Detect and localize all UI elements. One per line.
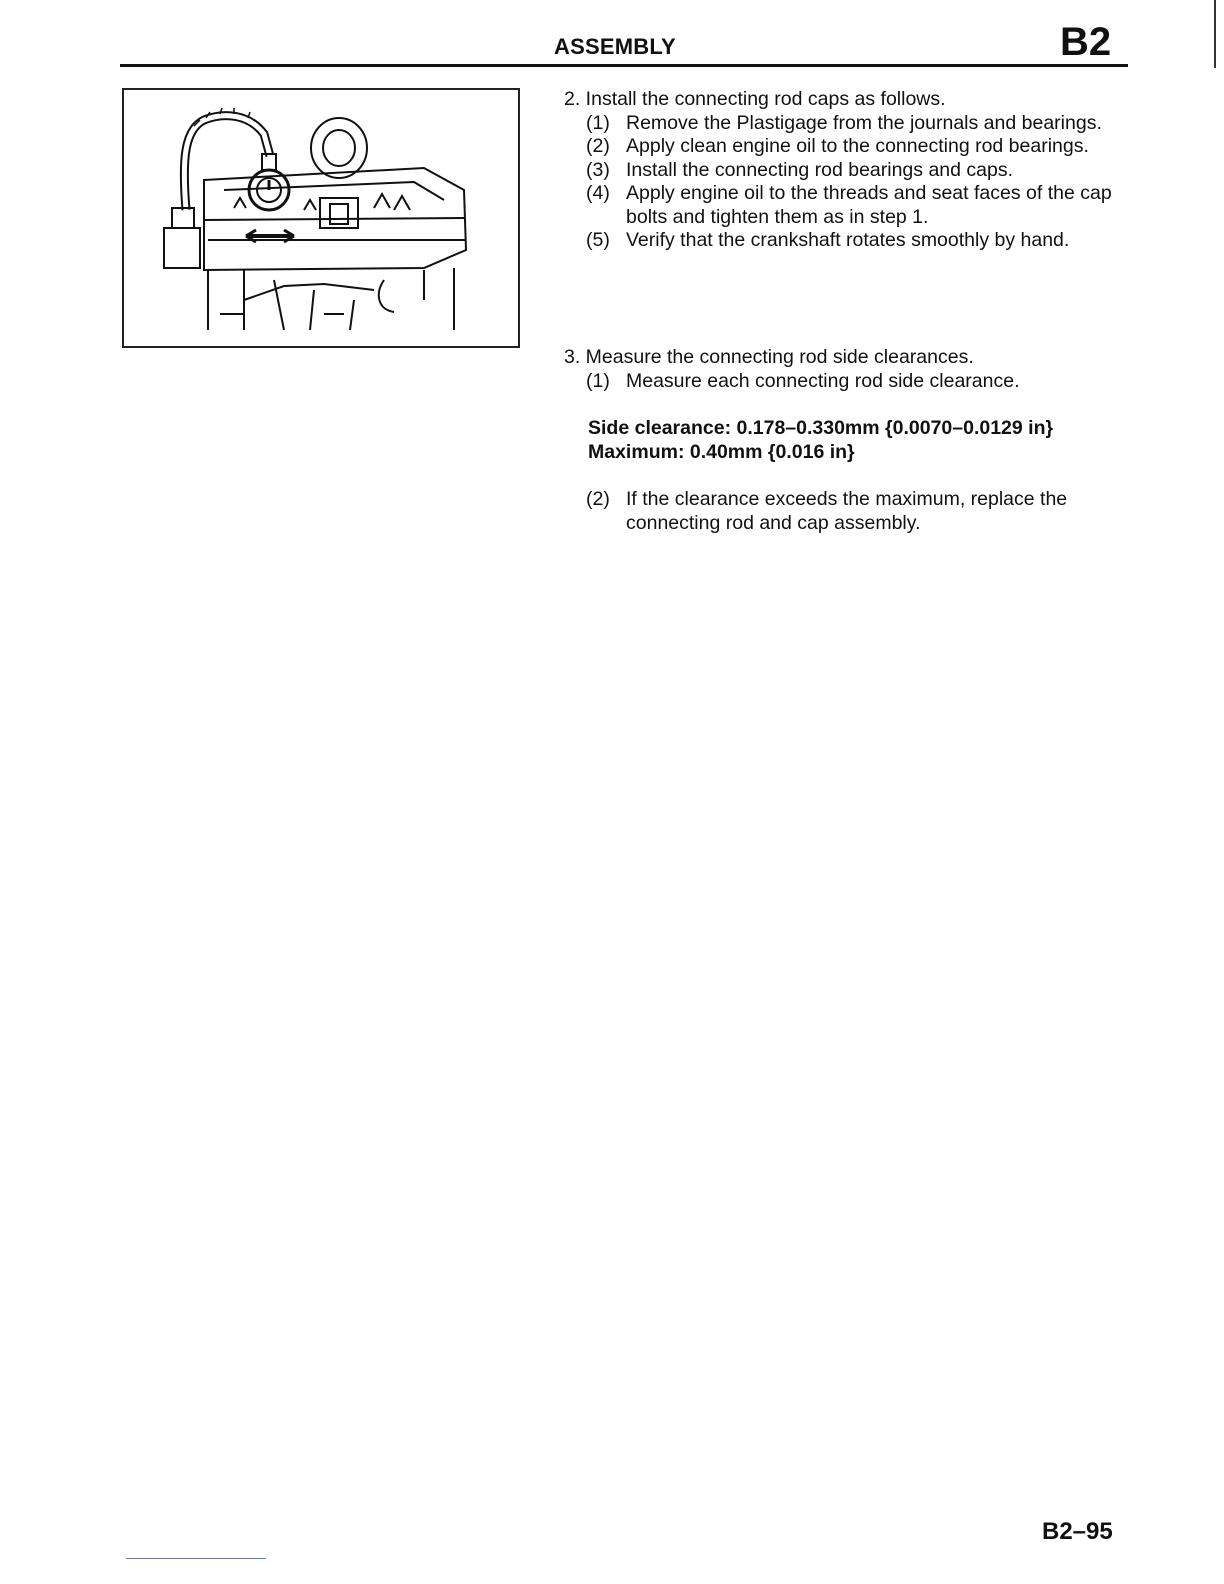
list-item-text: Apply clean engine oil to the connecting rod bearings. [626,135,1089,157]
spec-maximum: Maximum: 0.40mm {0.016 in} [588,440,855,463]
header-rule [120,64,1128,67]
section-title: ASSEMBLY [554,34,676,59]
page-number: B2–95 [1042,1518,1113,1545]
step-3-heading: 3. Measure the connecting rod side clearances. [564,346,974,368]
list-item-text: Measure each connecting rod side clearance. [626,369,1020,392]
list-item-number: (5) [586,229,610,251]
list-item-text: Remove the Plastigage from the journals and bearings. [626,111,1102,134]
list-item [564,182,1134,229]
section-code: B2 [1060,20,1112,64]
engine-block-dial-gauge-icon [124,90,518,346]
step-3-block [564,346,1134,535]
scan-edge-mark [1214,0,1216,68]
list-item-text: If the clearance exceeds the maximum, replace the connecting rod and cap assembly. [626,488,1068,534]
list-item-text: Install the connecting rod bearings and caps. [626,158,1014,181]
list-item-number: (4) [586,182,610,204]
spec-side-clearance: Side clearance: 0.178–0.330mm {0.0070–0.0129 in} [588,417,1054,439]
list-item [564,159,1134,183]
list-item [564,135,1134,159]
list-item-number: (3) [586,158,610,181]
footer-rule [126,1558,266,1559]
list-item-number: (2) [586,135,610,157]
illustration-figure [122,88,520,348]
list-item [564,112,1134,136]
list-item-text: Verify that the crankshaft rotates smoothly by hand. [626,229,1070,251]
list-item-text: Apply engine oil to the threads and seat faces of the cap bolts and tighten them as in step 1. [626,182,1112,228]
list-item-number: (1) [586,369,610,392]
list-item [564,229,1134,253]
step-2-heading: 2. Install the connecting rod caps as follows. [564,88,946,110]
list-item-number: (2) [586,488,610,510]
list-item-number: (1) [586,111,610,134]
list-item [564,488,1134,535]
list-item [564,370,1134,394]
step-2-block [564,88,1134,253]
